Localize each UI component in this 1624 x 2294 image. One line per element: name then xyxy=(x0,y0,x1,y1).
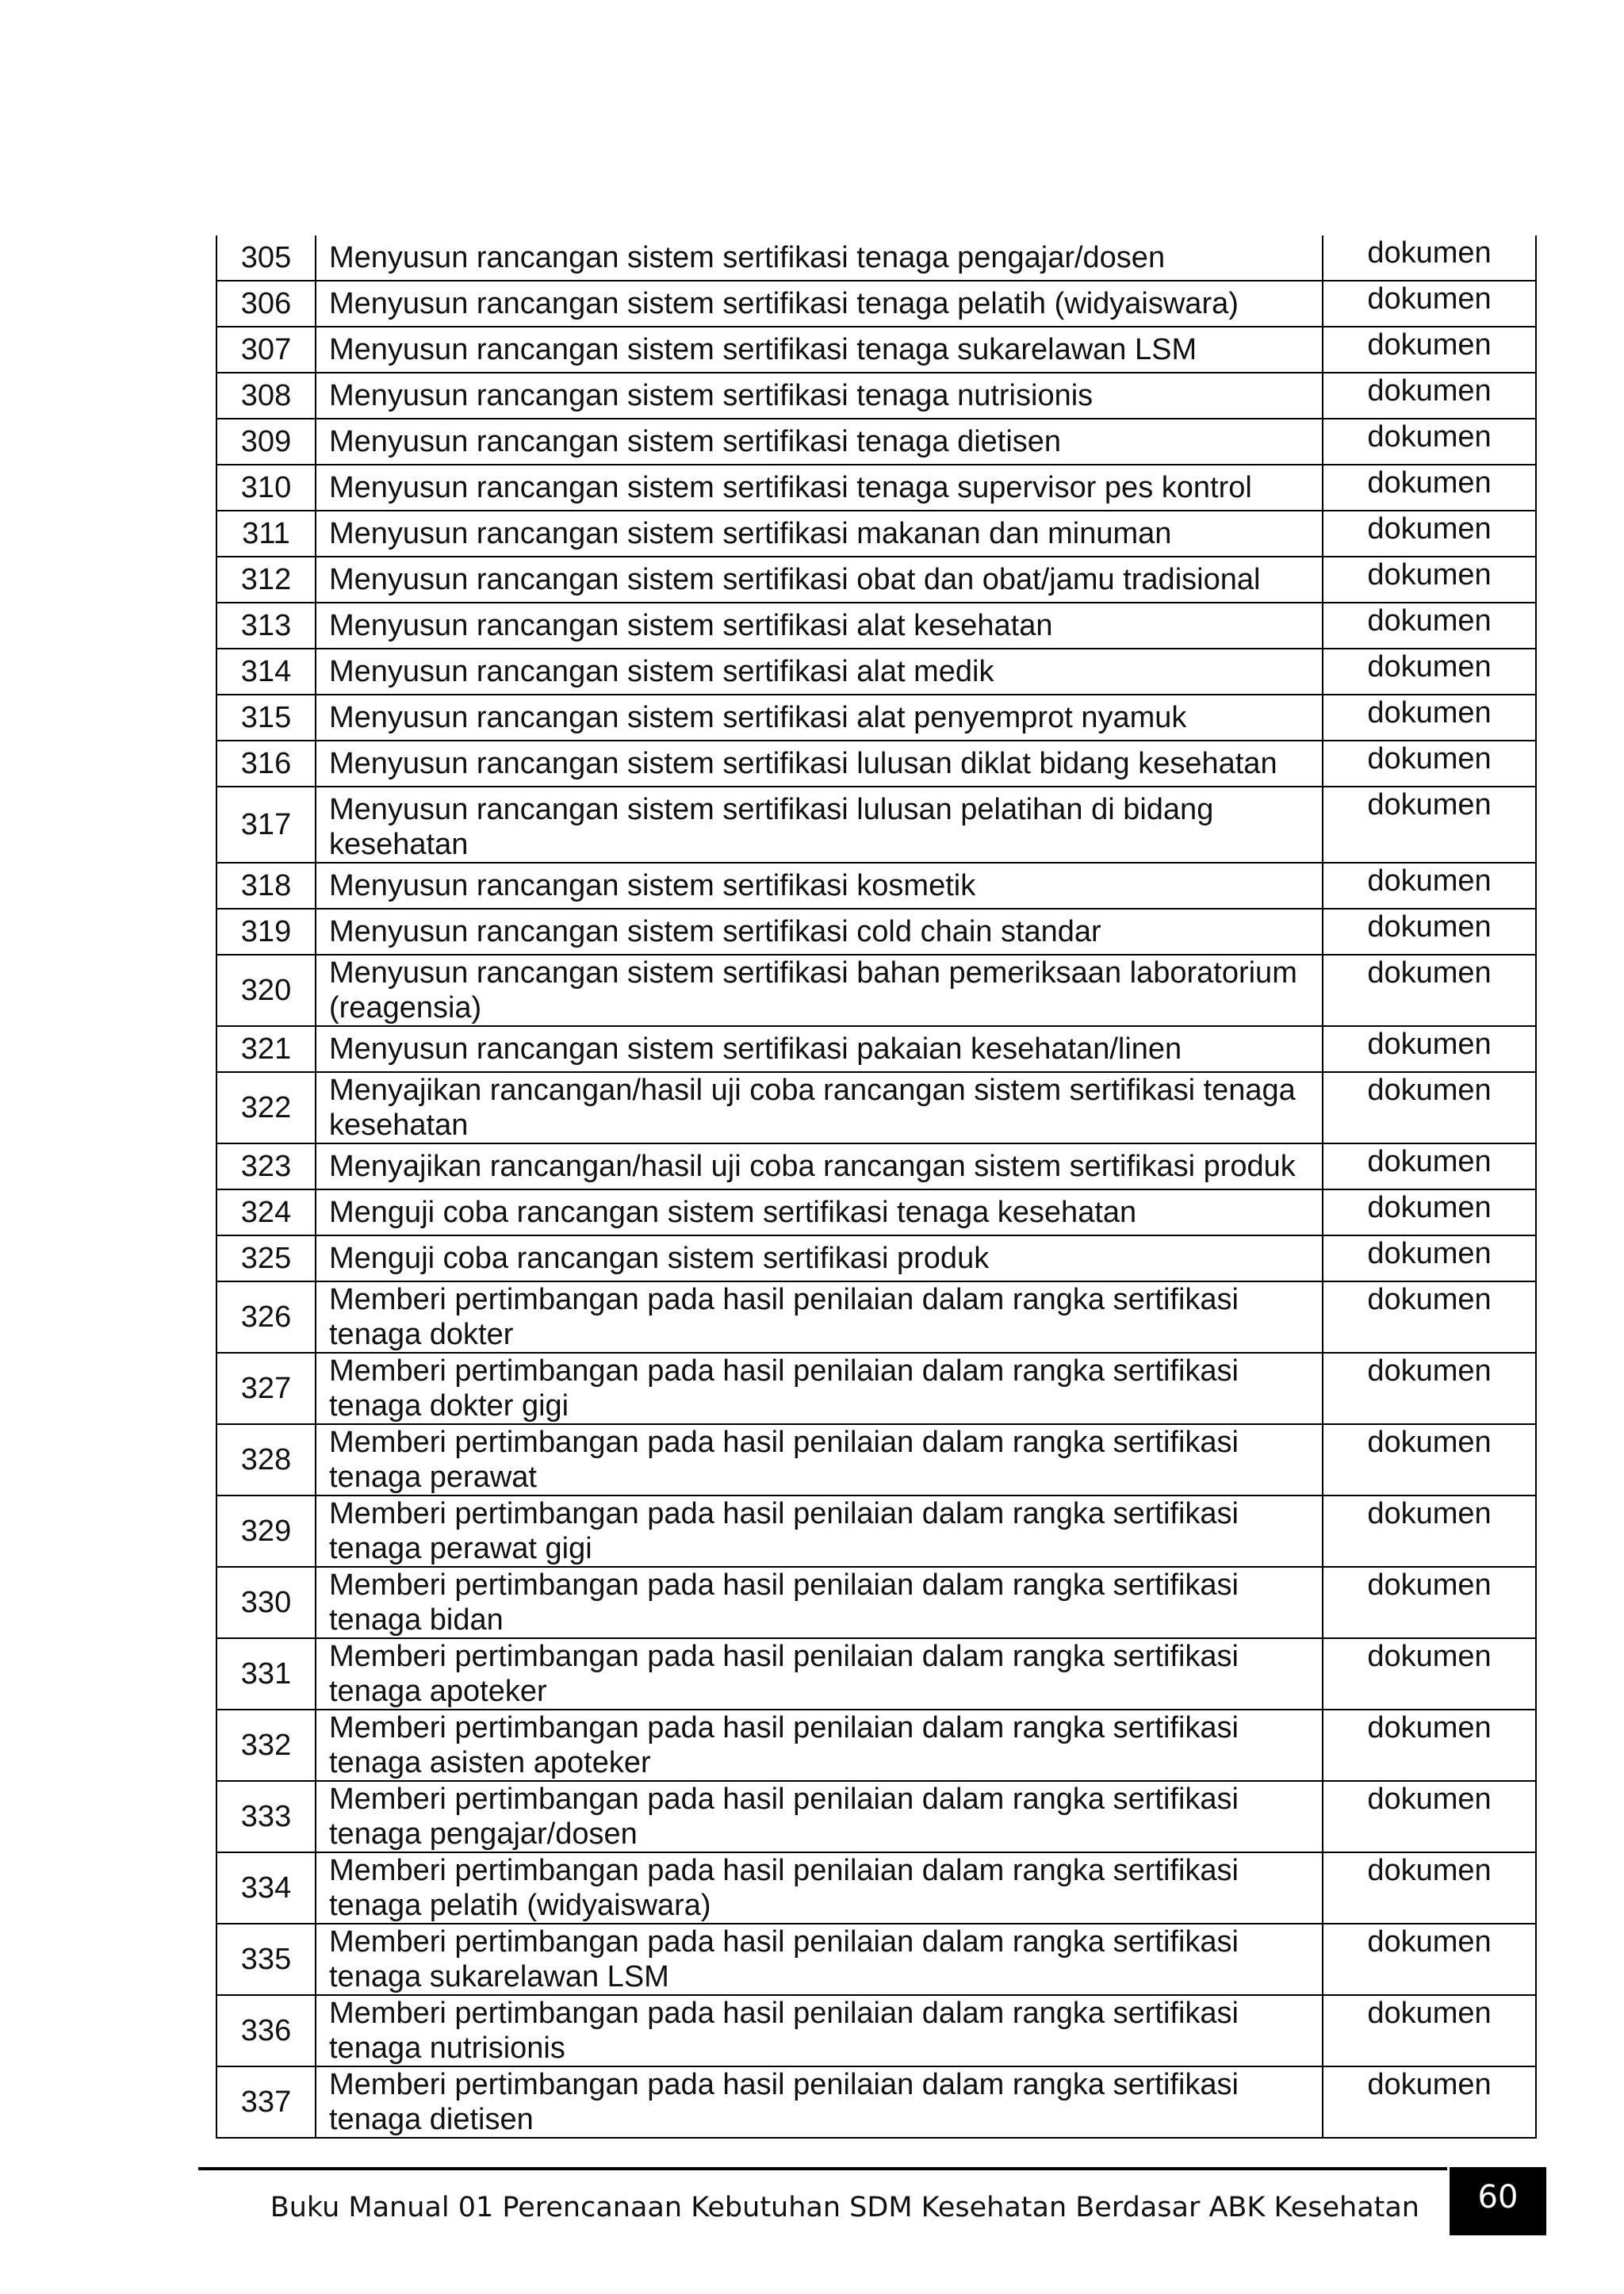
row-description: Menguji coba rancangan sistem sertifikasi tenaga kesehatan xyxy=(316,1189,1323,1235)
table-row xyxy=(216,281,1536,327)
row-description: Menyusun rancangan sistem sertifikasi alat penyemprot nyamuk xyxy=(316,695,1323,741)
page-number: 60 xyxy=(1450,2167,1546,2235)
row-number: 325 xyxy=(216,1235,316,1281)
row-unit: dokumen xyxy=(1323,1496,1536,1567)
row-number: 308 xyxy=(216,373,316,419)
table-row xyxy=(216,1995,1536,2066)
row-number: 332 xyxy=(216,1710,316,1781)
row-description: Memberi pertimbangan pada hasil penilaian dalam rangka sertifikasi tenaga sukarelawan LSM xyxy=(316,1924,1323,1995)
row-number: 329 xyxy=(216,1496,316,1567)
row-unit: dokumen xyxy=(1323,1924,1536,1995)
table-row xyxy=(216,327,1536,373)
row-unit: dokumen xyxy=(1323,373,1536,419)
row-description: Menyusun rancangan sistem sertifikasi tenaga nutrisionis xyxy=(316,373,1323,419)
row-number: 337 xyxy=(216,2066,316,2138)
row-number: 309 xyxy=(216,419,316,465)
row-number: 326 xyxy=(216,1281,316,1353)
table-row xyxy=(216,1781,1536,1852)
table-row xyxy=(216,236,1536,281)
row-unit: dokumen xyxy=(1323,1235,1536,1281)
row-description: Memberi pertimbangan pada hasil penilaian dalam rangka sertifikasi tenaga dokter gigi xyxy=(316,1353,1323,1424)
row-unit: dokumen xyxy=(1323,465,1536,511)
row-number: 310 xyxy=(216,465,316,511)
table-row xyxy=(216,955,1536,1026)
footer-title: Buku Manual 01 Perencanaan Kebutuhan SDM Kesehatan Berdasar ABK Kesehatan xyxy=(270,2192,1419,2223)
row-description: Memberi pertimbangan pada hasil penilaian dalam rangka sertifikasi tenaga perawat gigi xyxy=(316,1496,1323,1567)
table-row xyxy=(216,465,1536,511)
row-description: Menyusun rancangan sistem sertifikasi lulusan pelatihan di bidang kesehatan xyxy=(316,787,1323,863)
table-row xyxy=(216,2066,1536,2138)
row-description: Memberi pertimbangan pada hasil penilaian dalam rangka sertifikasi tenaga dokter xyxy=(316,1281,1323,1353)
table-row xyxy=(216,1281,1536,1353)
table-row xyxy=(216,909,1536,955)
footer-rule xyxy=(198,2167,1447,2170)
table-row xyxy=(216,1189,1536,1235)
activity-table xyxy=(216,236,1537,2139)
row-unit: dokumen xyxy=(1323,1026,1536,1072)
row-unit: dokumen xyxy=(1323,419,1536,465)
row-unit: dokumen xyxy=(1323,955,1536,1026)
row-unit: dokumen xyxy=(1323,695,1536,741)
row-number: 320 xyxy=(216,955,316,1026)
row-number: 331 xyxy=(216,1638,316,1710)
row-unit: dokumen xyxy=(1323,1567,1536,1638)
row-unit: dokumen xyxy=(1323,787,1536,863)
table-row xyxy=(216,603,1536,649)
row-unit: dokumen xyxy=(1323,511,1536,557)
row-unit: dokumen xyxy=(1323,1072,1536,1143)
table-row xyxy=(216,511,1536,557)
row-description: Menyajikan rancangan/hasil uji coba rancangan sistem sertifikasi produk xyxy=(316,1143,1323,1189)
row-number: 335 xyxy=(216,1924,316,1995)
row-number: 321 xyxy=(216,1026,316,1072)
table-row xyxy=(216,741,1536,787)
row-description: Menyajikan rancangan/hasil uji coba rancangan sistem sertifikasi tenaga kesehatan xyxy=(316,1072,1323,1143)
row-description: Memberi pertimbangan pada hasil penilaian dalam rangka sertifikasi tenaga perawat xyxy=(316,1424,1323,1496)
row-description: Memberi pertimbangan pada hasil penilaian dalam rangka sertifikasi tenaga nutrisionis xyxy=(316,1995,1323,2066)
row-description: Menyusun rancangan sistem sertifikasi alat kesehatan xyxy=(316,603,1323,649)
row-number: 317 xyxy=(216,787,316,863)
row-description: Menyusun rancangan sistem sertifikasi tenaga pengajar/dosen xyxy=(316,236,1323,281)
table-row xyxy=(216,1567,1536,1638)
row-description: Menyusun rancangan sistem sertifikasi alat medik xyxy=(316,649,1323,695)
row-number: 316 xyxy=(216,741,316,787)
row-description: Memberi pertimbangan pada hasil penilaian dalam rangka sertifikasi tenaga pengajar/dosen xyxy=(316,1781,1323,1852)
row-description: Menyusun rancangan sistem sertifikasi tenaga pelatih (widyaiswara) xyxy=(316,281,1323,327)
row-unit: dokumen xyxy=(1323,327,1536,373)
table-row xyxy=(216,1424,1536,1496)
row-number: 322 xyxy=(216,1072,316,1143)
row-number: 312 xyxy=(216,557,316,603)
row-description: Memberi pertimbangan pada hasil penilaian dalam rangka sertifikasi tenaga bidan xyxy=(316,1567,1323,1638)
row-description: Memberi pertimbangan pada hasil penilaian dalam rangka sertifikasi tenaga dietisen xyxy=(316,2066,1323,2138)
table-row xyxy=(216,863,1536,909)
activity-table-body xyxy=(216,236,1536,2138)
row-description: Menyusun rancangan sistem sertifikasi makanan dan minuman xyxy=(316,511,1323,557)
row-number: 334 xyxy=(216,1852,316,1924)
table-row xyxy=(216,787,1536,863)
row-number: 333 xyxy=(216,1781,316,1852)
row-number: 314 xyxy=(216,649,316,695)
row-number: 323 xyxy=(216,1143,316,1189)
row-unit: dokumen xyxy=(1323,1995,1536,2066)
table-row xyxy=(216,1710,1536,1781)
row-number: 327 xyxy=(216,1353,316,1424)
row-number: 319 xyxy=(216,909,316,955)
row-unit: dokumen xyxy=(1323,1189,1536,1235)
row-number: 307 xyxy=(216,327,316,373)
row-number: 324 xyxy=(216,1189,316,1235)
row-description: Menyusun rancangan sistem sertifikasi tenaga sukarelawan LSM xyxy=(316,327,1323,373)
row-number: 318 xyxy=(216,863,316,909)
table-row xyxy=(216,1924,1536,1995)
row-unit: dokumen xyxy=(1323,741,1536,787)
table-row xyxy=(216,557,1536,603)
table-row xyxy=(216,1638,1536,1710)
table-row xyxy=(216,1143,1536,1189)
row-number: 305 xyxy=(216,236,316,281)
row-number: 311 xyxy=(216,511,316,557)
row-unit: dokumen xyxy=(1323,557,1536,603)
row-description: Menyusun rancangan sistem sertifikasi lulusan diklat bidang kesehatan xyxy=(316,741,1323,787)
row-description: Menyusun rancangan sistem sertifikasi pakaian kesehatan/linen xyxy=(316,1026,1323,1072)
row-unit: dokumen xyxy=(1323,1710,1536,1781)
row-description: Menyusun rancangan sistem sertifikasi kosmetik xyxy=(316,863,1323,909)
row-description: Menguji coba rancangan sistem sertifikasi produk xyxy=(316,1235,1323,1281)
table-row xyxy=(216,695,1536,741)
row-description: Memberi pertimbangan pada hasil penilaian dalam rangka sertifikasi tenaga pelatih (widyaiswara) xyxy=(316,1852,1323,1924)
row-number: 313 xyxy=(216,603,316,649)
row-number: 330 xyxy=(216,1567,316,1638)
row-description: Menyusun rancangan sistem sertifikasi cold chain standar xyxy=(316,909,1323,955)
row-unit: dokumen xyxy=(1323,1638,1536,1710)
row-number: 306 xyxy=(216,281,316,327)
row-unit: dokumen xyxy=(1323,1781,1536,1852)
row-unit: dokumen xyxy=(1323,1353,1536,1424)
row-unit: dokumen xyxy=(1323,236,1536,281)
row-unit: dokumen xyxy=(1323,909,1536,955)
row-description: Memberi pertimbangan pada hasil penilaian dalam rangka sertifikasi tenaga apoteker xyxy=(316,1638,1323,1710)
row-number: 315 xyxy=(216,695,316,741)
row-description: Menyusun rancangan sistem sertifikasi tenaga supervisor pes kontrol xyxy=(316,465,1323,511)
table-row xyxy=(216,419,1536,465)
row-description: Menyusun rancangan sistem sertifikasi tenaga dietisen xyxy=(316,419,1323,465)
table-row xyxy=(216,373,1536,419)
row-description: Menyusun rancangan sistem sertifikasi bahan pemeriksaan laboratorium (reagensia) xyxy=(316,955,1323,1026)
row-description: Memberi pertimbangan pada hasil penilaian dalam rangka sertifikasi tenaga asisten apoteker xyxy=(316,1710,1323,1781)
table-row xyxy=(216,1852,1536,1924)
row-unit: dokumen xyxy=(1323,1852,1536,1924)
table-row xyxy=(216,1353,1536,1424)
row-unit: dokumen xyxy=(1323,649,1536,695)
table-row xyxy=(216,1026,1536,1072)
table-row xyxy=(216,1235,1536,1281)
row-number: 336 xyxy=(216,1995,316,2066)
row-unit: dokumen xyxy=(1323,2066,1536,2138)
table-row xyxy=(216,649,1536,695)
row-unit: dokumen xyxy=(1323,1143,1536,1189)
table-row xyxy=(216,1072,1536,1143)
row-unit: dokumen xyxy=(1323,281,1536,327)
row-description: Menyusun rancangan sistem sertifikasi obat dan obat/jamu tradisional xyxy=(316,557,1323,603)
row-number: 328 xyxy=(216,1424,316,1496)
document-table-container xyxy=(216,236,1535,2139)
row-unit: dokumen xyxy=(1323,603,1536,649)
row-unit: dokumen xyxy=(1323,1424,1536,1496)
table-row xyxy=(216,1496,1536,1567)
row-unit: dokumen xyxy=(1323,1281,1536,1353)
row-unit: dokumen xyxy=(1323,863,1536,909)
